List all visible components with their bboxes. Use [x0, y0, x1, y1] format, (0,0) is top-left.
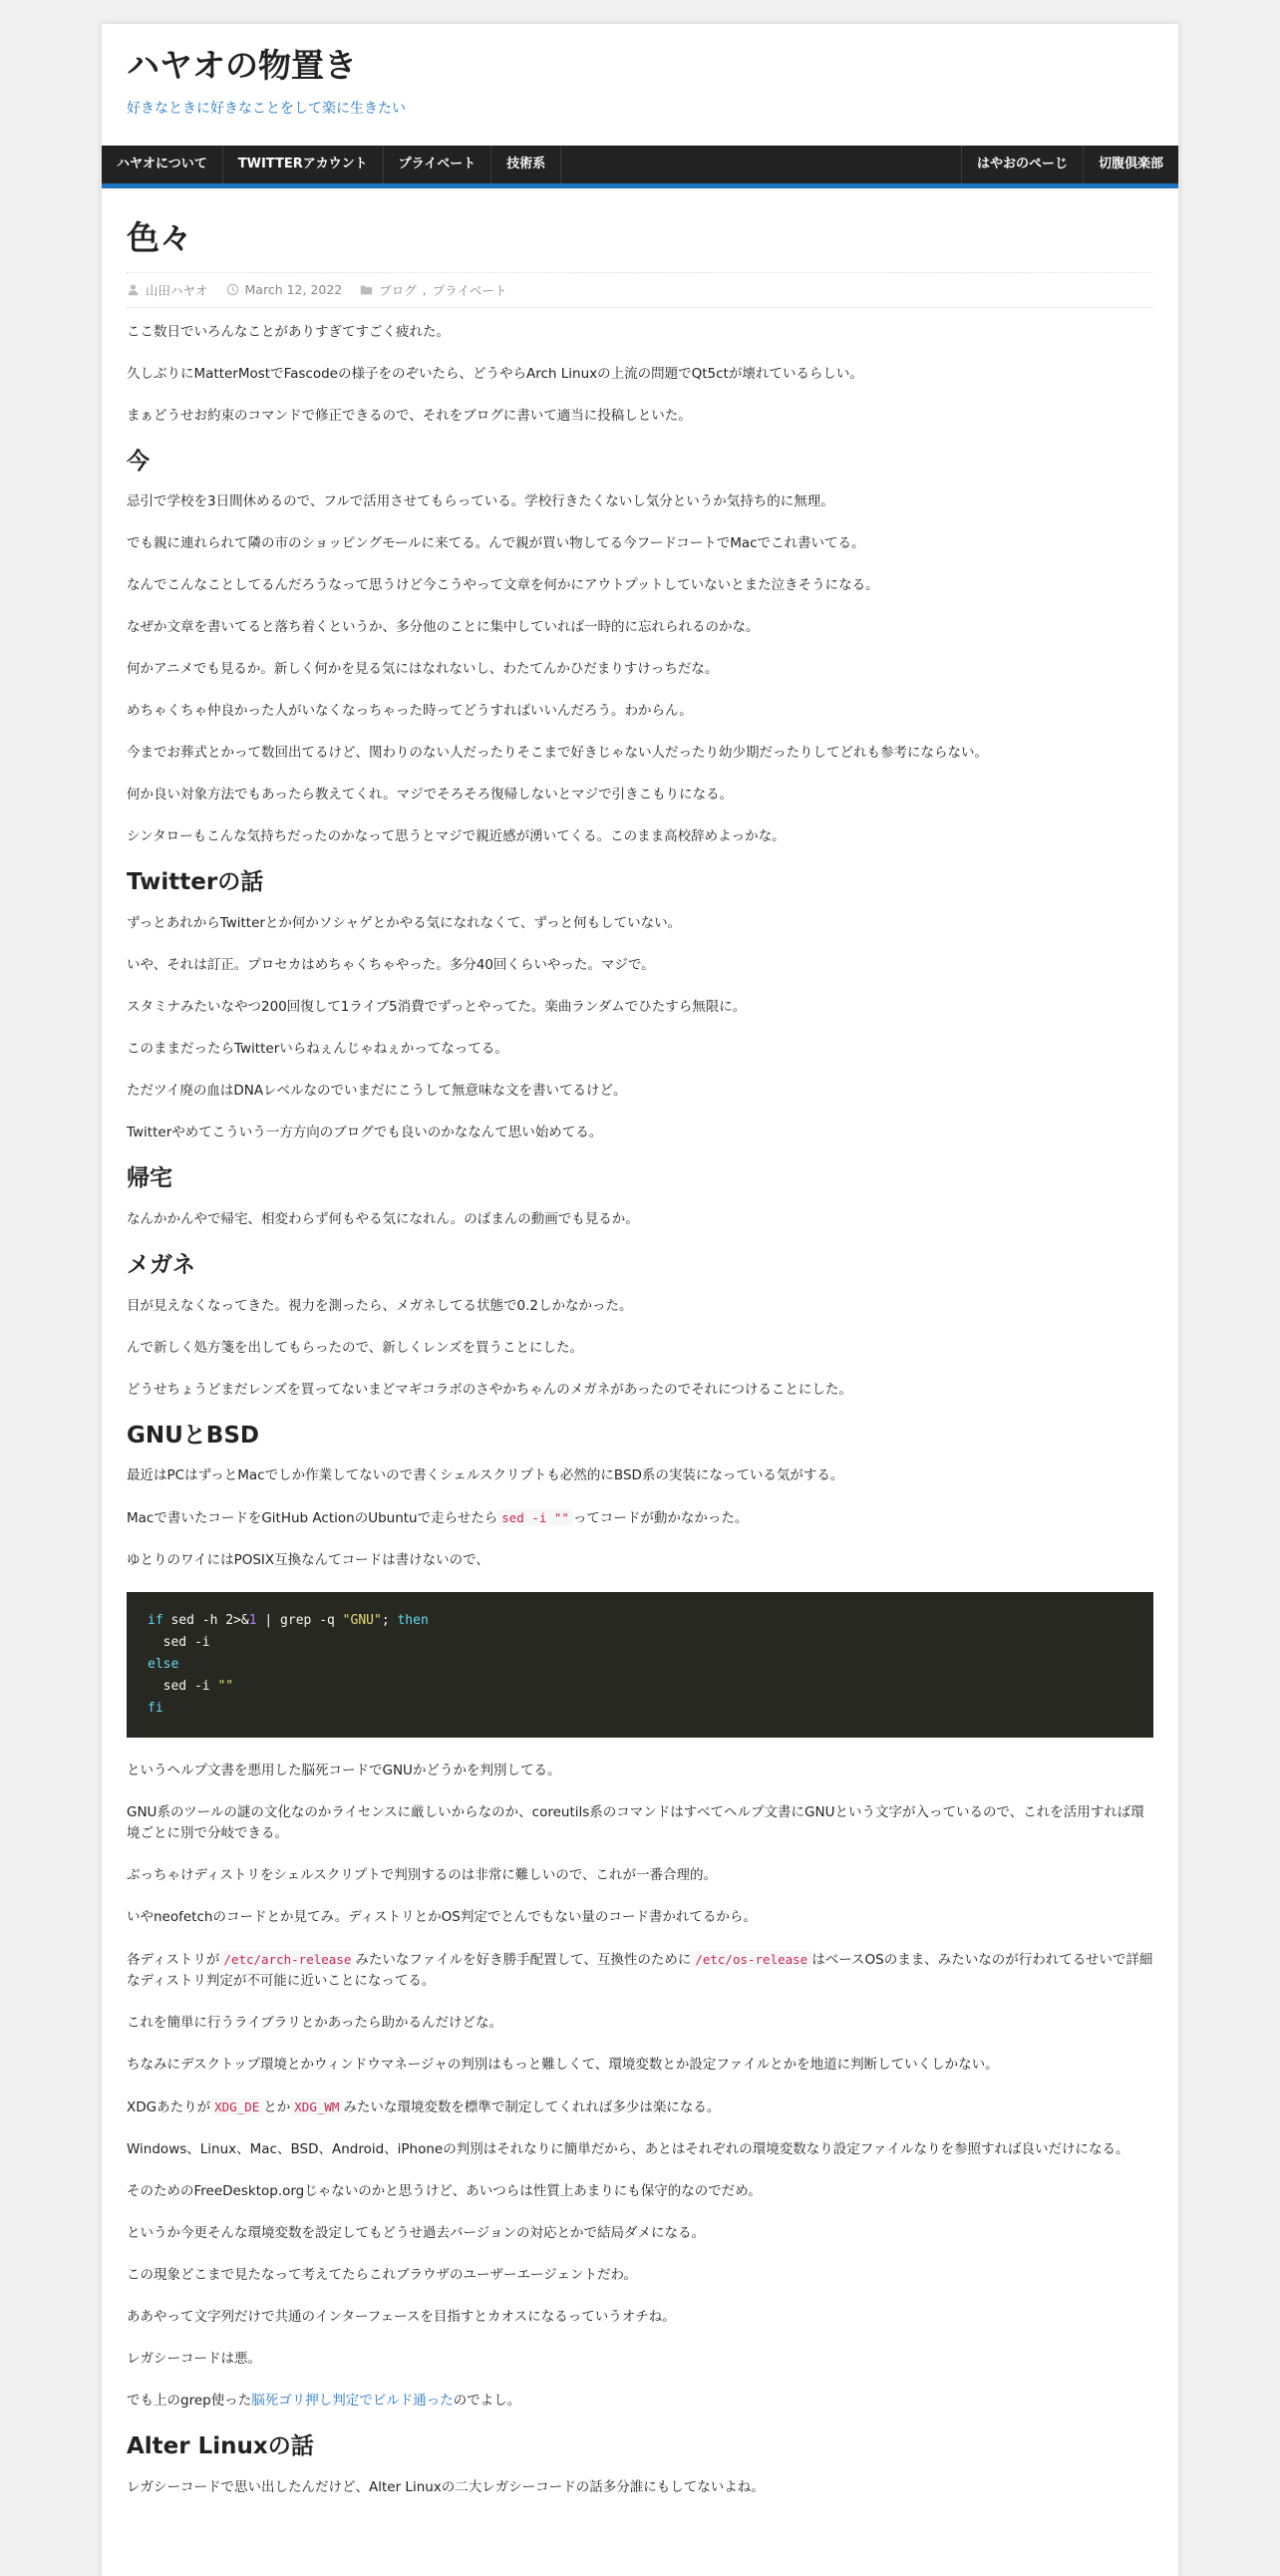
inline-code: /etc/arch-release	[219, 1951, 355, 1968]
user-icon	[127, 283, 140, 296]
paragraph: ああやって文字列だけで共通のインターフェースを目指すとカオスになるっていうオチね。	[127, 2309, 676, 2326]
clock-icon	[226, 283, 239, 296]
inline-code: /etc/os-release	[691, 1951, 811, 1968]
build-passed-link[interactable]: 脳死ゴリ押し判定でビルド通った	[251, 2393, 454, 2410]
nav-right	[961, 146, 1178, 183]
nav-item-tech[interactable]: 技術系	[491, 146, 561, 183]
heading-gnu-bsd: GNUとBSD	[127, 1422, 259, 1449]
paragraph: Windows、Linux、Mac、BSD、Android、iPhoneの判別はそれなりに簡単だから、あとはそれぞれの環境変数なり設定ファイルなりを参照すれば良いだけになる。	[127, 2141, 1129, 2158]
post-content	[102, 188, 1178, 2498]
heading-twitter: Twitterの話	[127, 869, 264, 896]
site-description: 好きなときに好きなことをして楽に生きたい	[127, 100, 406, 117]
paragraph: 何かアニメでも見るか。新しく何かを見る気にはなれないし、わたてんかひだまりすけっちだな。	[127, 661, 719, 678]
paragraph: このままだったらTwitterいらねぇんじゃねぇかってなってる。	[127, 1041, 508, 1058]
nav-item-twitter[interactable]: TWITTERアカウント	[223, 146, 384, 183]
nav-left	[102, 146, 561, 183]
heading-alter-linux: Alter Linuxの話	[127, 2433, 314, 2460]
paragraph: というヘルプ文書を悪用した脳死コードでGNUかどうかを判別してる。	[127, 1763, 561, 1779]
paragraph: んで新しく処方箋を出してもらったので、新しくレンズを買うことにした。	[127, 1339, 583, 1356]
category-private[interactable]: プライベート	[432, 282, 507, 298]
main-nav	[102, 146, 1178, 188]
paragraph: Macで書いたコードをGitHub ActionのUbuntuで走らせたら sed -i "" ってコードが動かなかった。	[127, 1510, 749, 1527]
paragraph: そのためのFreeDesktop.orgじゃないのかと思うけど、あいつらは性質上あまりにも保守的なのでだめ。	[127, 2183, 762, 2200]
post-date-text[interactable]: March 12, 2022	[244, 282, 343, 298]
site-title[interactable]: ハヤオの物置き	[127, 46, 357, 85]
paragraph: ちなみにデスクトップ環境とかウィンドウマネージャの判別はもっと難しくて、環境変数とか設定ファイルとかを地道に判断していくしかない。	[127, 2057, 999, 2074]
paragraph: スタミナみたいなやつ200回復して1ライブ5消費でずっとやってた。楽曲ランダムでひたすら無限に。	[127, 999, 747, 1016]
paragraph: なんかかんやで帰宅、相変わらず何もやる気になれん。のばまんの動画でも見るか。	[127, 1210, 639, 1227]
paragraph: 今までお葬式とかって数回出てるけど、関わりのない人だったりそこまで好きじゃない人だったり幼少期だったりしてどれも参考にならない。	[127, 745, 988, 762]
paragraph: まぁどうせお約束のコマンドで修正できるので、それをブログに書いて適当に投稿しといた。	[127, 407, 692, 424]
site-header	[102, 24, 1178, 146]
paragraph: 最近はPCはずっとMacでしか作業してないので書くシェルスクリプトも必然的にBSD系の実装になっている気がする。	[127, 1467, 844, 1484]
paragraph: でも親に連れられて隣の市のショッピングモールに来てる。んで親が買い物してる今フードコートでMacでこれ書いてる。	[127, 535, 865, 552]
paragraph: なんでこんなことしてるんだろうなって思うけど今こうやって文章を何かにアウトプットしていないとまた泣きそうになる。	[127, 577, 879, 594]
paragraph: ずっとあれからTwitterとか何かソシャゲとかやる気になれなくて、ずっと何もしていない。	[127, 915, 682, 932]
paragraph: ただツイ廃の血はDNAレベルなのでいまだにこうして無意味な文を書いてるけど。	[127, 1083, 627, 1100]
post-author-name[interactable]: 山田ハヤオ	[146, 282, 208, 298]
paragraph: ここ数日でいろんなことがありすぎてすごく疲れた。	[127, 323, 450, 340]
paragraph: 忌引で学校を3日間休めるので、フルで活用させてもらっている。学校行きたくないし気分というか気持ち的に無理。	[127, 493, 834, 510]
paragraph: いやneofetchのコードとか見てみ。ディストリとかOS判定でとんでもない量のコード書かれてるから。	[127, 1909, 757, 1926]
paragraph: 各ディストリが /etc/arch-release みたいなファイルを好き勝手配置して、互換性のために /etc/os-release はベースOSのまま、みたいなのが行われてるせいで詳細なディストリ判定が不可能に近いことになってる。	[127, 1952, 1153, 1990]
paragraph: というか今更そんな環境変数を設定してもどうせ過去バージョンの対応とかで結局ダメになる。	[127, 2225, 705, 2242]
paragraph: レガシーコードは悪。	[127, 2351, 261, 2368]
category-blog[interactable]: ブログ	[379, 282, 417, 298]
post-title: 色々	[127, 218, 192, 257]
paragraph: 目が見えなくなってきた。視力を測ったら、メガネしてる状態で0.2しかなかった。	[127, 1297, 633, 1314]
paragraph: この現象どこまで見たなって考えてたらこれブラウザのユーザーエージェントだわ。	[127, 2267, 637, 2284]
paragraph: どうせちょうどまだレンズを買ってないまどマギコラボのさやかちゃんのメガネがあったのでそれにつけることにした。	[127, 1381, 852, 1398]
paragraph: いや、それは訂正。プロセカはめちゃくちゃやった。多分40回くらいやった。マジで。	[127, 957, 655, 974]
post-meta	[127, 272, 1153, 308]
paragraph: 何か良い対象方法でもあったら教えてくれ。マジでそろそろ復帰しないとマジで引きこもりになる。	[127, 787, 734, 804]
paragraph: シンタローもこんな気持ちだったのかなって思うとマジで親近感が湧いてくる。このまま高校辞めよっかな。	[127, 828, 786, 845]
heading-ima: 今	[127, 448, 150, 475]
paragraph: XDGあたりが XDG_DE とか XDG_WM みたいな環境変数を標準で制定してくれれば多少は楽になる。	[127, 2099, 721, 2116]
paragraph: Twitterやめてこういう一方方向のブログでも良いのかななんて思い始めてる。	[127, 1125, 603, 1141]
page-container	[102, 24, 1178, 2576]
nav-item-homepage[interactable]: はやおのぺーじ	[961, 146, 1083, 183]
nav-item-private[interactable]: プライベート	[384, 146, 492, 183]
nav-item-about[interactable]: ハヤオについて	[102, 146, 223, 183]
inline-code: XDG_WM	[290, 2098, 343, 2115]
heading-megane: メガネ	[127, 1251, 195, 1278]
paragraph: めちゃくちゃ仲良かった人がいなくなっちゃった時ってどうすればいいんだろう。わからん。	[127, 703, 693, 720]
paragraph: なぜか文章を書いてると落ち着くというか、多分他のことに集中していれば一時的に忘れられるのかな。	[127, 619, 760, 636]
paragraph: ゆとりのワイにはPOSIX互換なんてコードは書けないので、	[127, 1552, 489, 1569]
inline-code: XDG_DE	[210, 2098, 263, 2115]
heading-kitaku: 帰宅	[127, 1165, 172, 1192]
folder-icon	[360, 283, 373, 296]
paragraph: GNU系のツールの謎の文化なのかライセンスに厳しいからなのか、coreutils系のコマンドはすべてヘルプ文書にGNUという文字が入っているので、これを活用すれば環境ごとに別で分岐できる。	[127, 1804, 1144, 1842]
post-date	[226, 282, 343, 297]
inline-code: sed -i ""	[497, 1509, 573, 1526]
paragraph: でも上のgrep使った脳死ゴリ押し判定でビルド通ったのでよし。	[127, 2393, 521, 2410]
post-categories: ブログ , プライベート	[360, 281, 506, 299]
nav-item-seppuku-club[interactable]: 切腹倶楽部	[1083, 146, 1178, 183]
paragraph: レガシーコードで思い出したんだけど、Alter Linuxの二大レガシーコードの話多分誰にもしてないよね。	[127, 2479, 765, 2496]
paragraph: これを簡単に行うライブラリとかあったら助かるんだけどな。	[127, 2015, 503, 2032]
paragraph: 久しぶりにMatterMostでFascodeの様子をのぞいたら、どうやらArch Linuxの上流の問題でQt5ctが壊れているらしい。	[127, 365, 863, 382]
paragraph: ぶっちゃけディストリをシェルスクリプトで判別するのは非常に難しいので、これが一番合理的。	[127, 1867, 717, 1884]
post-author	[127, 281, 208, 299]
code-block[interactable]: if sed -h 2>&1 | grep -q "GNU"; then sed -i else sed -i "" fi	[127, 1592, 1153, 1738]
